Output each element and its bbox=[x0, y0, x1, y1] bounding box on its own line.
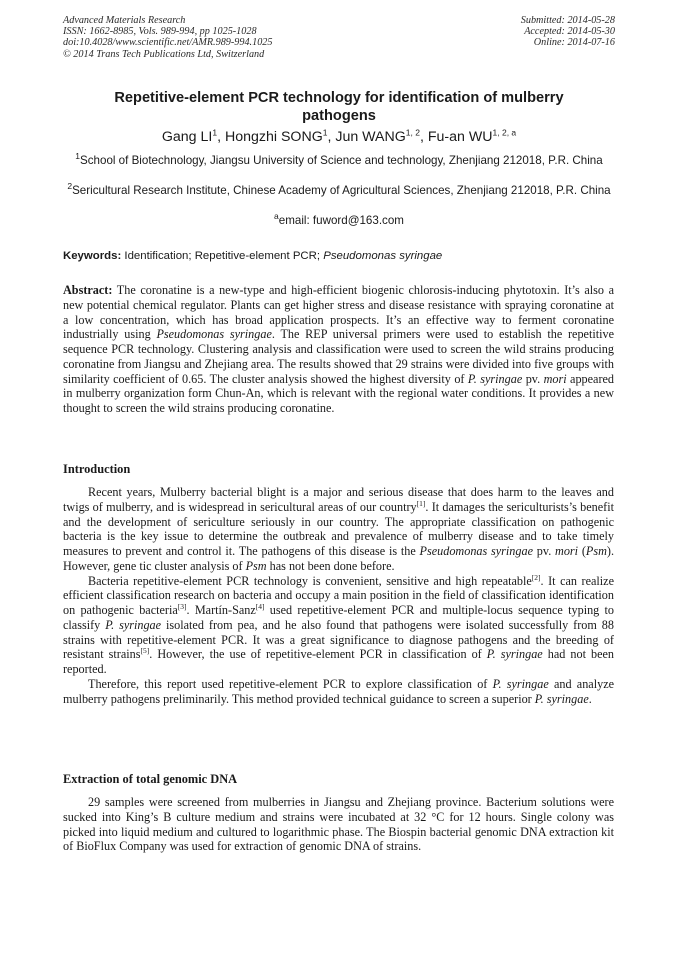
abstract-text: appeared in mulberry organization form Chun-An, which is relevant with the regional water conditions. It provides a new thought to screen the wild strains producing coronatine. bbox=[63, 371, 615, 415]
paragraph-text: . Martín-Sanz bbox=[186, 603, 256, 617]
journal-issn: ISSN: 1662-8985, Vols. 989-994, pp 1025-1028 bbox=[63, 26, 257, 38]
author-email bbox=[63, 211, 615, 229]
journal-name: Advanced Materials Research bbox=[63, 15, 186, 26]
affiliation-text: School of Biotechnology, Jiangsu University of Science and technology, Zhenjiang 212018, P.R. China bbox=[80, 154, 603, 167]
extraction-paragraph: 29 samples were screened from mulberries in Jiangsu and Zhejiang province. Bacterium solutions were sucked into King’s B culture medium and strains were incubated at 32 °C for 12 hours. Single colony was picked into liquid medium and cultured to logarithmic phase. The Biospin bacterial genomic DNA extraction kit of BioFlux Company was used for extraction of genomic DNA of strains. bbox=[63, 795, 614, 854]
paragraph-text: isolated from pea, and he also found that pathogens were isolated successfully from 88 strains with repetitive-element PCR. It was a great significance to diagnose pathogens and the breeding of resistant strains bbox=[63, 617, 614, 662]
journal-doi: doi:10.4028/www.scientific.net/AMR.989-994.1025 bbox=[63, 37, 273, 49]
citation-link[interactable]: [5] bbox=[140, 646, 150, 656]
paragraph-text: Recent years, Mulberry bacterial blight is a major and serious disease that does harm to the leaves and twigs of mulberry, and is widespread in sericultural areas of our country bbox=[63, 485, 614, 514]
paragraph-text: ). However, gene tic cluster analysis of bbox=[63, 544, 615, 573]
species-abbrev: Psm bbox=[585, 544, 607, 558]
citation-link[interactable]: [1] bbox=[416, 498, 426, 508]
paragraph-text: . It damages the sericulturists’s benefit and the development of sericulture seriously in our country. The appropriate classification on pathogenic bacteria is the key issue to determine the outbreak and prevalence of mulberry disease and to take timely measures to prevent and control it. The pathogens of this disease is the bbox=[63, 499, 615, 558]
paragraph-text: Therefore, this report used repetitive-element PCR to explore classification of bbox=[88, 676, 488, 691]
journal-copyright: © 2014 Trans Tech Publications Ltd, Switzerland bbox=[63, 48, 265, 60]
intro-paragraph-3 bbox=[63, 677, 614, 707]
journal-info bbox=[63, 15, 272, 60]
keywords-italic: Pseudomonas syringae bbox=[323, 250, 443, 262]
intro-paragraph-1 bbox=[63, 485, 614, 574]
paragraph-text: . It can realize efficient classification research on bacteria and occupy a main position in the field of classification identification on pathogenic bacteria bbox=[63, 573, 614, 617]
abstract-label: Abstract: bbox=[63, 283, 113, 297]
keywords-text: Identification; Repetitive-element PCR; bbox=[124, 250, 321, 262]
species-name: P. syringae bbox=[492, 676, 549, 691]
abstract-text: The coronatine is a new-type and high-efficient biogenic chlorosis-inducing phytotoxin. It’s also a new potential chemical regulator. Plants can get higher stress and disease resistance with spraying coronatine at a low concentration, which has broad application prospects. It’s an effective way to ferment coronatine industrially using bbox=[63, 283, 615, 342]
paragraph-text: pv. bbox=[536, 544, 552, 558]
pathovar-name: mori bbox=[543, 371, 567, 386]
abstract bbox=[63, 283, 614, 416]
paragraph-text: Bacteria repetitive-element PCR technology is convenient, sensitive and high repeatable bbox=[88, 573, 532, 588]
paragraph-text: . However, the use of repetitive-element PCR in classification of bbox=[149, 647, 482, 662]
introduction-heading: Introduction bbox=[63, 462, 131, 476]
affiliation-1 bbox=[63, 151, 615, 169]
species-name: P. syringae bbox=[486, 647, 543, 662]
submission-dates bbox=[521, 15, 615, 49]
pathovar-name: mori bbox=[555, 544, 579, 558]
author-name: Gang LI bbox=[161, 129, 213, 145]
author-affiliation-mark: 1 bbox=[212, 127, 218, 138]
species-name: Pseudomonas syringae bbox=[156, 327, 272, 342]
author-name: Jun WANG bbox=[335, 129, 406, 145]
author-name: Fu-an WU bbox=[427, 129, 493, 145]
paragraph-text: and analyze mulberry pathogens preliminarily. This method provided technical guidance to screen a superior bbox=[63, 676, 615, 706]
paragraph-text: has not been done before. bbox=[269, 558, 395, 573]
extraction-heading: Extraction of total genomic DNA bbox=[63, 772, 238, 786]
paragraph-text: ( bbox=[581, 544, 586, 558]
email-text: email: fuword@163.com bbox=[278, 214, 404, 227]
accepted-date: Accepted: 2014-05-30 bbox=[524, 26, 615, 38]
online-date: Online: 2014-07-16 bbox=[533, 37, 615, 49]
citation-link[interactable]: [4] bbox=[255, 601, 265, 611]
author-affiliation-mark: 1, 2 bbox=[405, 127, 420, 138]
citation-link[interactable]: [3] bbox=[177, 601, 187, 611]
extraction-body bbox=[63, 795, 614, 854]
keywords bbox=[63, 249, 615, 263]
author-affiliation-mark: 1 bbox=[322, 127, 328, 138]
citation-link[interactable]: [2] bbox=[531, 572, 541, 582]
paper-title: Repetitive-element PCR technology for identification of mulberry pathogens bbox=[114, 90, 564, 124]
paragraph-text: used repetitive-element PCR and multiple-locus sequence typing to classify bbox=[63, 603, 615, 632]
author-list: Gang $LI^1$, Hongzhi SONG$^1$, Jun WANG$^{1, 2}$, Fu-an WU$^{1, 2, a}$ bbox=[161, 127, 517, 145]
affiliation-2 bbox=[63, 181, 615, 199]
paragraph-text: . bbox=[588, 691, 592, 706]
email-mark: a bbox=[274, 211, 279, 222]
author-name: Hongzhi SONG bbox=[224, 129, 323, 145]
intro-paragraph-2 bbox=[63, 574, 614, 677]
species-name: P. syringae bbox=[105, 617, 162, 632]
affiliation-text: Sericultural Research Institute, Chinese Academy of Agricultural Sciences, Zhenjiang 212018, P.R. China bbox=[72, 184, 611, 197]
author-affiliation-mark: 1, 2, a bbox=[492, 127, 517, 138]
species-name: P. syringae bbox=[467, 371, 523, 386]
affiliation-mark: 2 bbox=[67, 181, 73, 192]
abstract-text: . The REP universal primers were used to establish the repetitive sequence PCR technology. Clustering analysis and classification were used to screen the wild strains producing coronatine from Jiangsu and Zhejiang area. The results showed that 29 strains were divided into five groups with similarity coefficient of 0.65. The cluster analysis showed the highest diversity of bbox=[63, 327, 614, 386]
keywords-label: Keywords: bbox=[63, 250, 122, 262]
paragraph-text: had not been reported. bbox=[63, 647, 615, 676]
submitted-date: Submitted: 2014-05-28 bbox=[520, 15, 615, 26]
abstract-text: pv. bbox=[525, 371, 541, 386]
species-abbrev: Psm bbox=[245, 558, 267, 573]
introduction-body bbox=[63, 485, 614, 706]
species-name: Pseudomonas syringae bbox=[419, 544, 534, 558]
species-name: P. syringae bbox=[534, 691, 589, 706]
affiliation-mark: 1 bbox=[75, 151, 81, 162]
